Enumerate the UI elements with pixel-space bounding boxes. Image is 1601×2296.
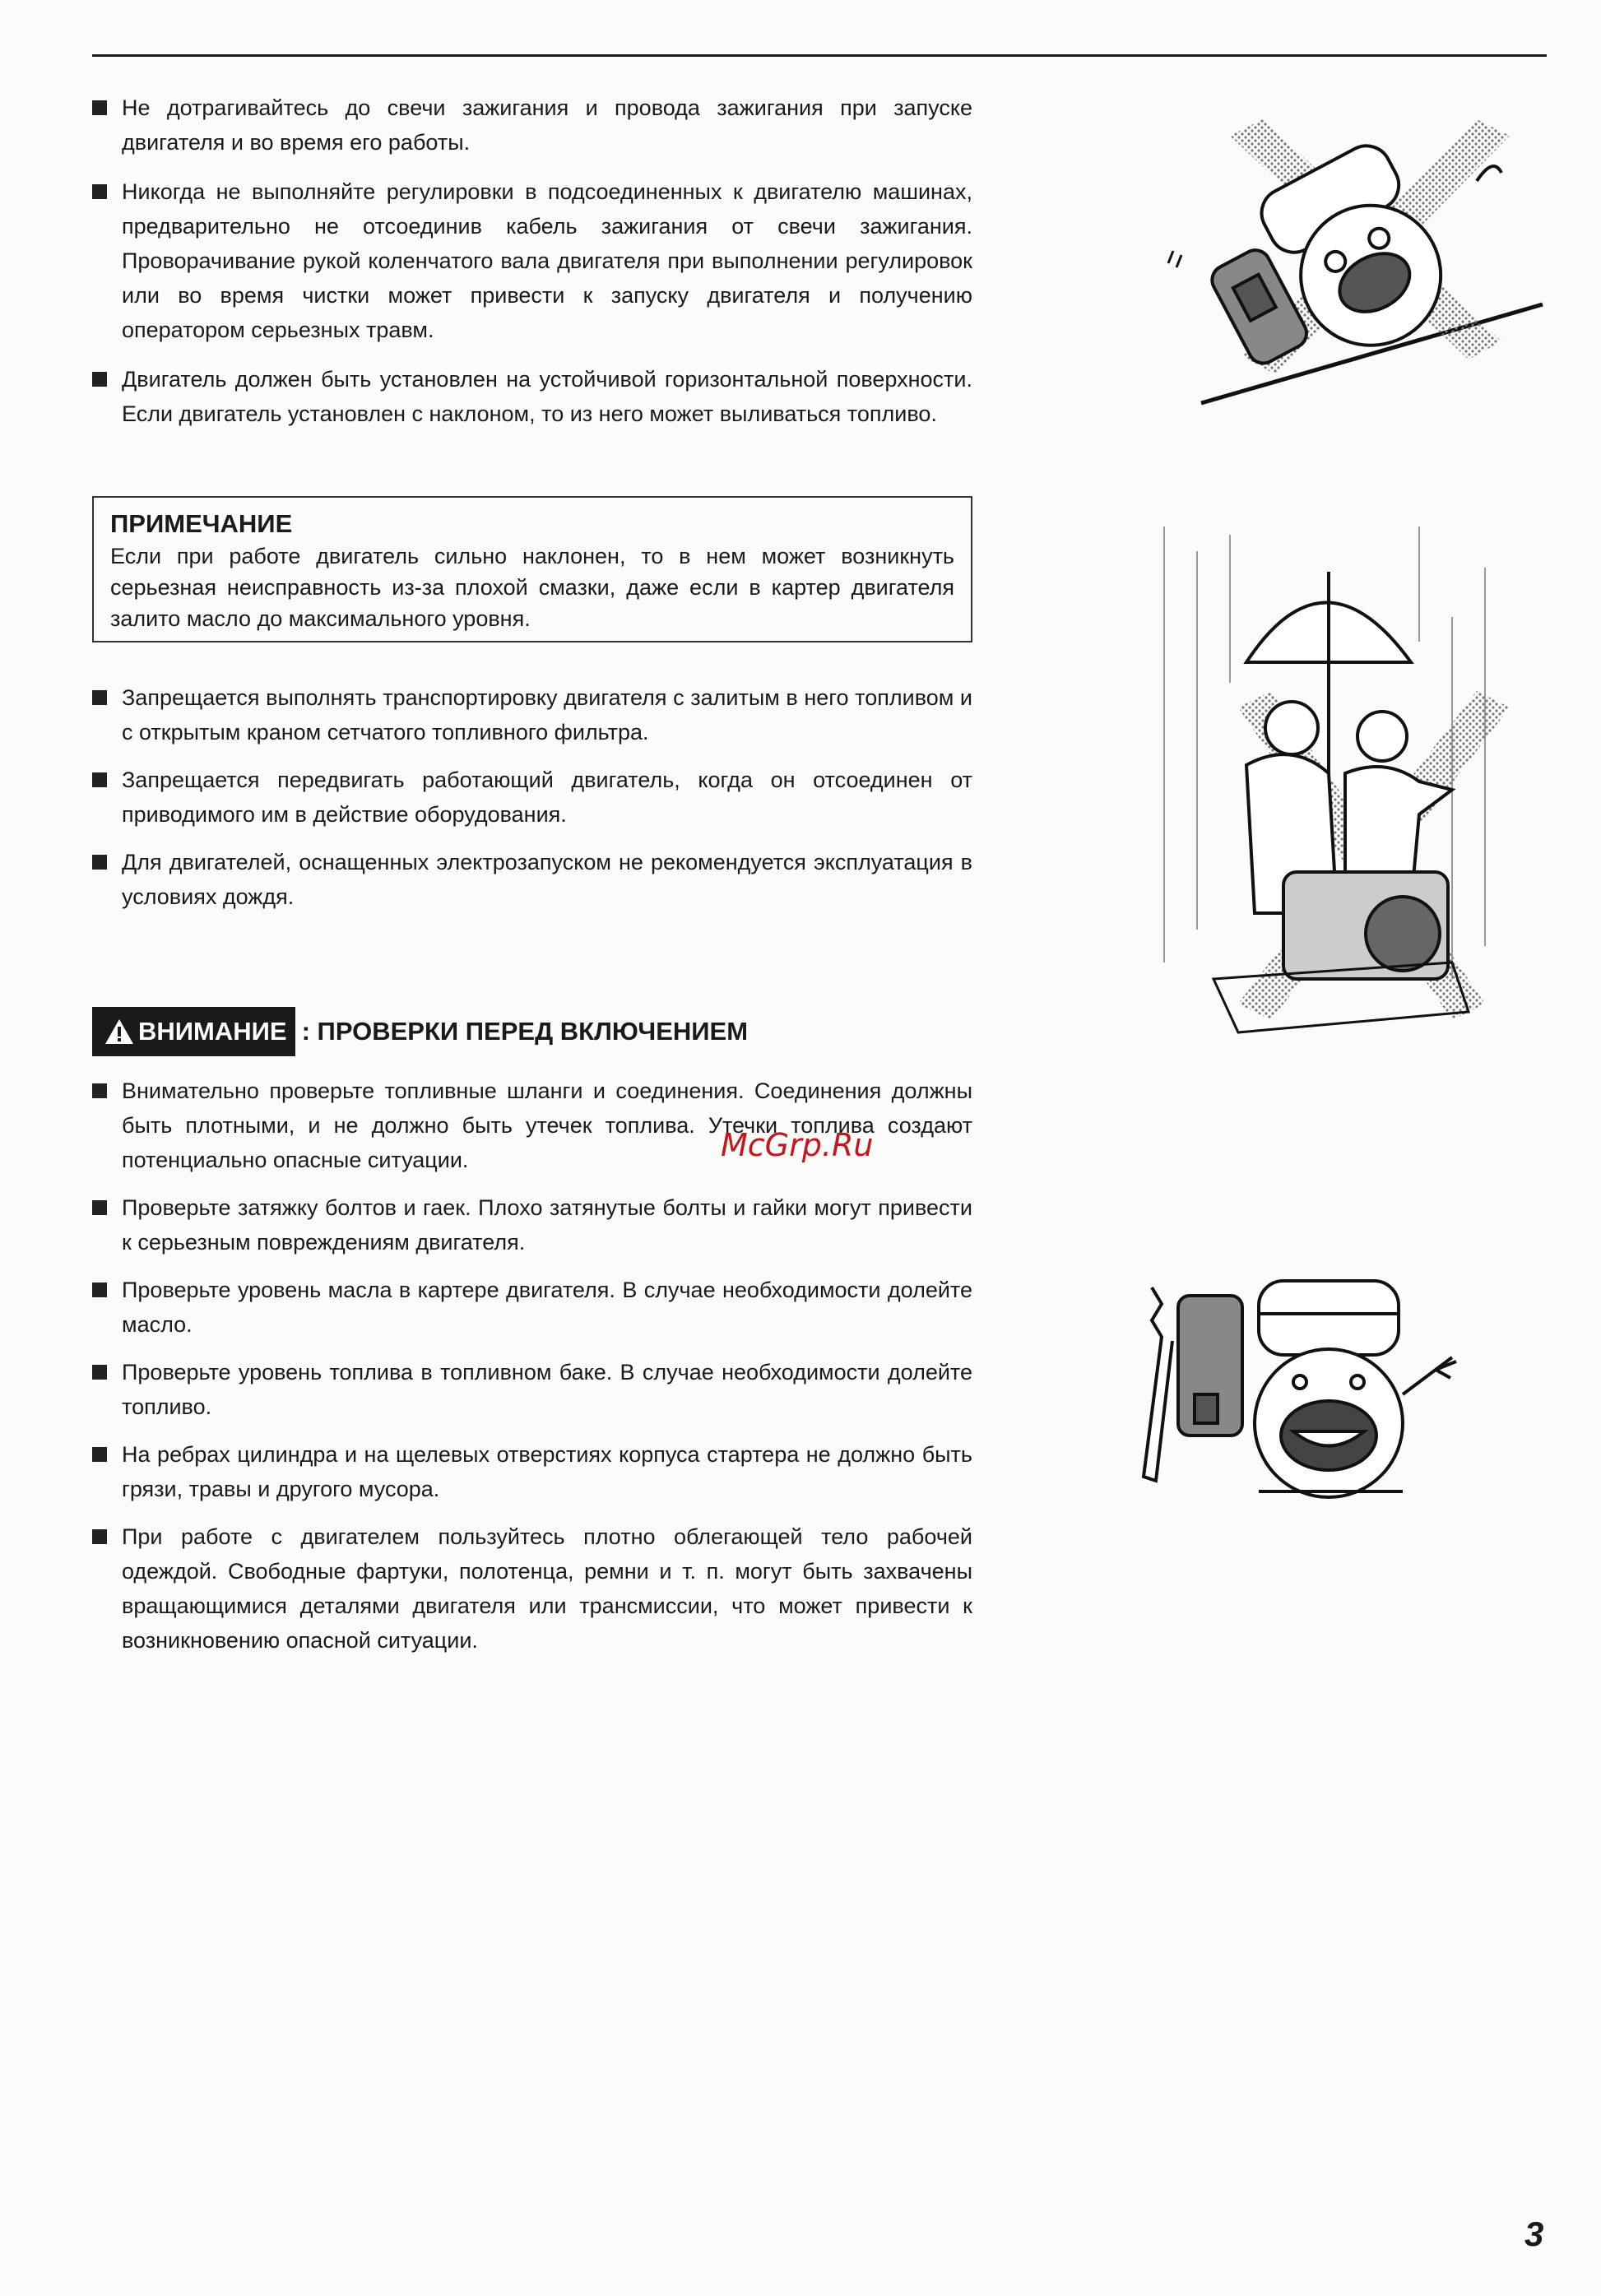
list-item: Проверьте уровень топлива в топливном баке. В случае необходимости долейте топливо. xyxy=(92,1355,972,1424)
list-item: Проверьте уровень масла в картере двигателя. В случае необходимости долейте масло. xyxy=(92,1273,972,1342)
list-item: Для двигателей, оснащенных электрозапуском не рекомендуется эксплуатация в условиях дождя. xyxy=(92,845,972,914)
bullet-square-icon xyxy=(92,1283,107,1297)
warning-triangle-icon xyxy=(104,1018,135,1046)
list-item: Не дотрагивайтесь до свечи зажигания и провода зажигания при запуске двигателя и во время его работы. xyxy=(92,90,972,160)
bullet-square-icon xyxy=(92,1365,107,1380)
bullet-square-icon xyxy=(92,690,107,705)
list-item: Запрещается выполнять транспортировку двигателя с залитым в него топливом и с открытым краном сетчатого топливного фильтра. xyxy=(92,680,972,749)
list-item: Двигатель должен быть установлен на устойчивой горизонтальной поверхности. Если двигатель установлен с наклоном, то из него может выливаться топливо. xyxy=(92,362,972,431)
list-item: Запрещается передвигать работающий двигатель, когда он отсоединен от приводимого им в действие оборудования. xyxy=(92,763,972,832)
warning-heading xyxy=(92,1007,748,1056)
watermark: McGrp.Ru xyxy=(721,1127,874,1163)
warning-title: : ПРОВЕРКИ ПЕРЕД ВКЛЮЧЕНИЕМ xyxy=(301,1017,749,1046)
bullet-square-icon xyxy=(92,1447,107,1462)
bullet-square-icon xyxy=(92,1529,107,1544)
list-item: При работе с двигателем пользуйтесь плотно облегающей тело рабочей одеждой. Свободные фартуки, полотенца, ремни и т. п. могут быть захвачены вращающимися деталями двигателя или трансмиссии, что может привести к возникновению опасной ситуации. xyxy=(92,1519,972,1658)
bullet-square-icon xyxy=(92,184,107,199)
list-item: Внимательно проверьте топливные шланги и соединения. Соединения должны быть плотными, и не должно быть утечек топлива. Утечки топлива создают потенциально опасные ситуации. xyxy=(92,1074,972,1177)
bullet-square-icon xyxy=(92,372,107,387)
bullet-list-1 xyxy=(92,90,972,446)
bullet-square-icon xyxy=(92,1083,107,1098)
bullet-list-2 xyxy=(92,680,972,927)
warning-badge-label: ВНИМАНИЕ xyxy=(138,1017,287,1046)
list-item: Никогда не выполняйте регулировки в подсоединенных к двигателю машинах, предварительно не отсоединив кабель зажигания от свечи зажигания. Проворачивание рукой коленчатого вала двигателя при выполнении регулировок или во время чистки может привести к запуску двигателя и получению оператором серьезных травм. xyxy=(92,174,972,347)
page-number: 3 xyxy=(1524,2215,1544,2253)
rain-operation-illustration xyxy=(1139,518,1514,1037)
bullet-square-icon xyxy=(92,772,107,787)
note-text: Если при работе двигатель сильно наклонен, то в нем может возникнуть серьезная неисправность из-за плохой смазки, даже если в картер двигателя залито масло до максимального уровня. xyxy=(110,544,954,631)
list-item: На ребрах цилиндра и на щелевых отверстиях корпуса стартера не должно быть грязи, травы и другого мусора. xyxy=(92,1437,972,1506)
happy-engine-illustration xyxy=(1119,1271,1485,1501)
bullet-square-icon xyxy=(92,855,107,870)
note-box xyxy=(92,496,972,642)
bullet-square-icon xyxy=(92,100,107,115)
warning-badge xyxy=(92,1007,295,1056)
bullet-square-icon xyxy=(92,1200,107,1215)
top-rule xyxy=(92,54,1547,57)
note-title: ПРИМЕЧАНИЕ xyxy=(110,509,293,538)
list-item: Проверьте затяжку болтов и гаек. Плохо затянутые болты и гайки могут привести к серьезным повреждениям двигателя. xyxy=(92,1190,972,1259)
tilted-engine-illustration xyxy=(1152,103,1555,420)
